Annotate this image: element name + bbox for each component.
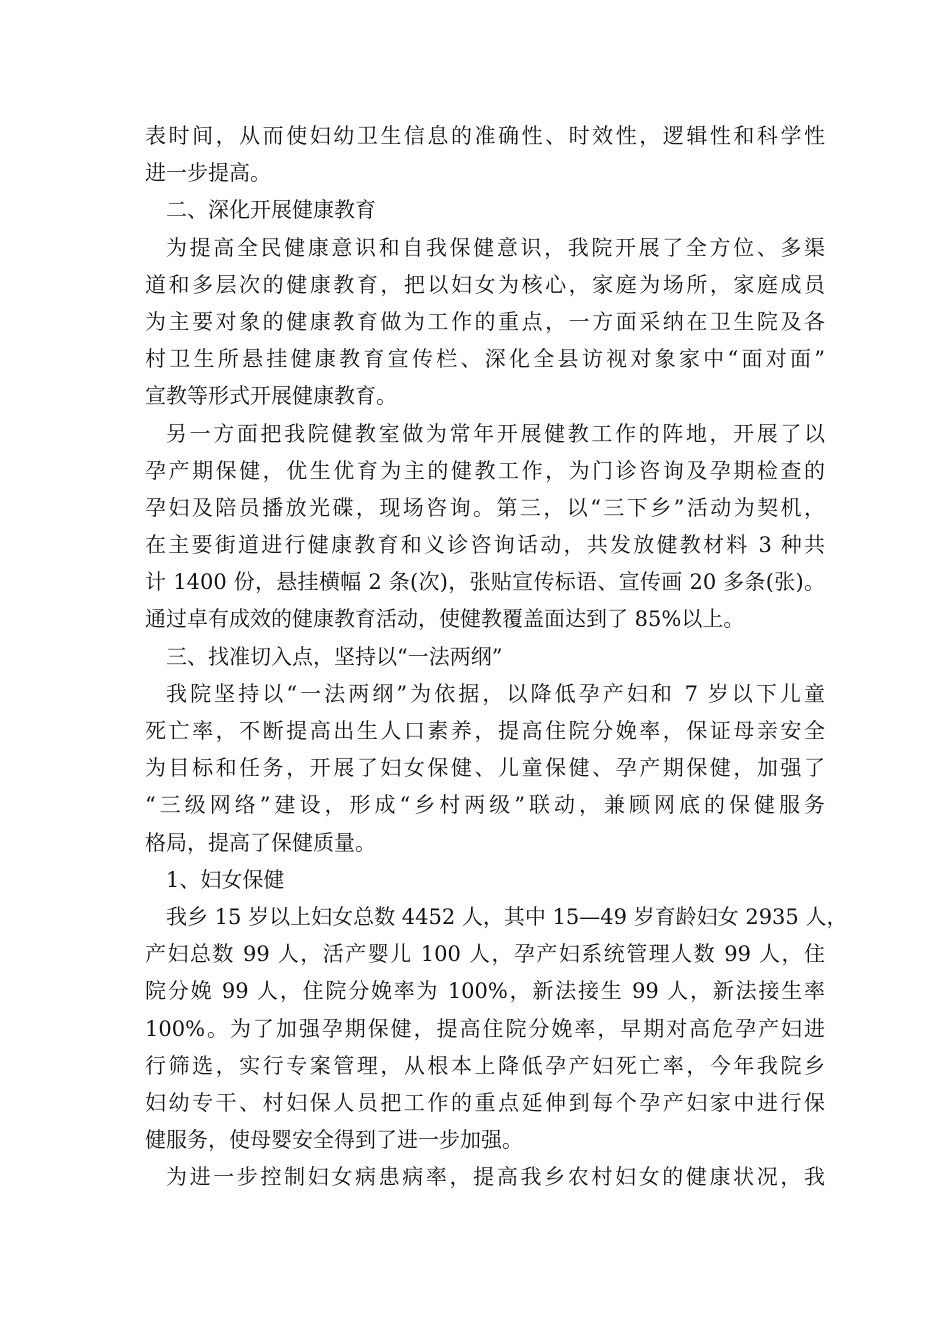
- text-line: 格局，提高了保健质量。: [145, 830, 376, 855]
- text-line: 死亡率，不断提高出生人口素养，提高住院分娩率，保证母亲安全: [145, 719, 825, 743]
- text-line: 宣教等形式开展健康教育。: [145, 384, 397, 409]
- text-line: 为进一步控制妇女病患病率，提高我乡农村妇女的健康状况，我: [166, 1165, 825, 1190]
- text-line: 产妇总数 99 人，活产婴儿 100 人，孕产妇系统管理人数 99 人，住: [145, 942, 825, 967]
- text-line: 进一步提高。: [145, 161, 271, 186]
- text-line: 道和多层次的健康教育，把以妇女为核心，家庭为场所，家庭成员: [145, 272, 825, 297]
- text-line: 孕妇及陪员播放光碟，现场咨询。第三，以“三下乡”活动为契机，: [145, 495, 825, 520]
- text-line: 我乡 15 岁以上妇女总数 4452 人，其中 15—49 岁育龄妇女 2935 人，: [166, 904, 848, 929]
- text-line: 院分娩 99 人，住院分娩率为 100%，新法接生 99 人，新法接生率: [145, 979, 825, 1004]
- text-line: “三级网络”建设，形成“乡村两级”联动，兼顾网底的保健服务: [145, 793, 825, 818]
- text-line: 计 1400 份，悬挂横幅 2 条(次)，张贴宣传标语、宣传画 20 多条(张)。: [145, 570, 825, 595]
- text-line: 为提高全民健康意识和自我保健意识，我院开展了全方位、多渠: [166, 235, 825, 260]
- text-line: 通过卓有成效的健康教育活动，使健教覆盖面达到了 85%以上。: [145, 607, 745, 632]
- text-line: 为主要对象的健康教育做为工作的重点，一方面采纳在卫生院及各: [145, 309, 825, 334]
- text-line: 行筛选，实行专案管理，从根本上降低孕产妇死亡率，今年我院乡: [145, 1053, 825, 1078]
- text-line: 1、妇女保健: [166, 867, 285, 892]
- text-line: 表时间，从而使妇幼卫生信息的准确性、时效性，逻辑性和科学性: [145, 124, 825, 148]
- text-line: 为目标和任务，开展了妇女保健、儿童保健、孕产期保健，加强了: [145, 756, 825, 781]
- text-line: 另一方面把我院健教室做为常年开展健教工作的阵地，开展了以: [166, 421, 825, 446]
- text-line: 三、找准切入点，坚持以“一法两纲”: [166, 644, 503, 669]
- text-line: 孕产期保健，优生优育为主的健教工作，为门诊咨询及孕期检查的: [145, 458, 825, 483]
- text-line: 妇幼专干、村妇保人员把工作的重点延伸到每个孕产妇家中进行保: [145, 1090, 825, 1115]
- text-line: 二、深化开展健康教育: [166, 198, 376, 223]
- document-body: [145, 118, 848, 1196]
- text-line: 我院坚持以“一法两纲”为依据，以降低孕产妇和 7 岁以下儿童: [166, 681, 825, 706]
- text-line: 村卫生所悬挂健康教育宣传栏、深化全县访视对象家中“面对面”: [145, 347, 825, 372]
- text-line: 100%。为了加强孕期保健，提高住院分娩率，早期对高危孕产妇进: [145, 1016, 825, 1041]
- text-line: 在主要街道进行健康教育和义诊咨询话动，共发放健教材料 3 种共: [145, 533, 825, 558]
- text-line: 健服务，使母婴安全得到了进一步加强。: [145, 1128, 523, 1153]
